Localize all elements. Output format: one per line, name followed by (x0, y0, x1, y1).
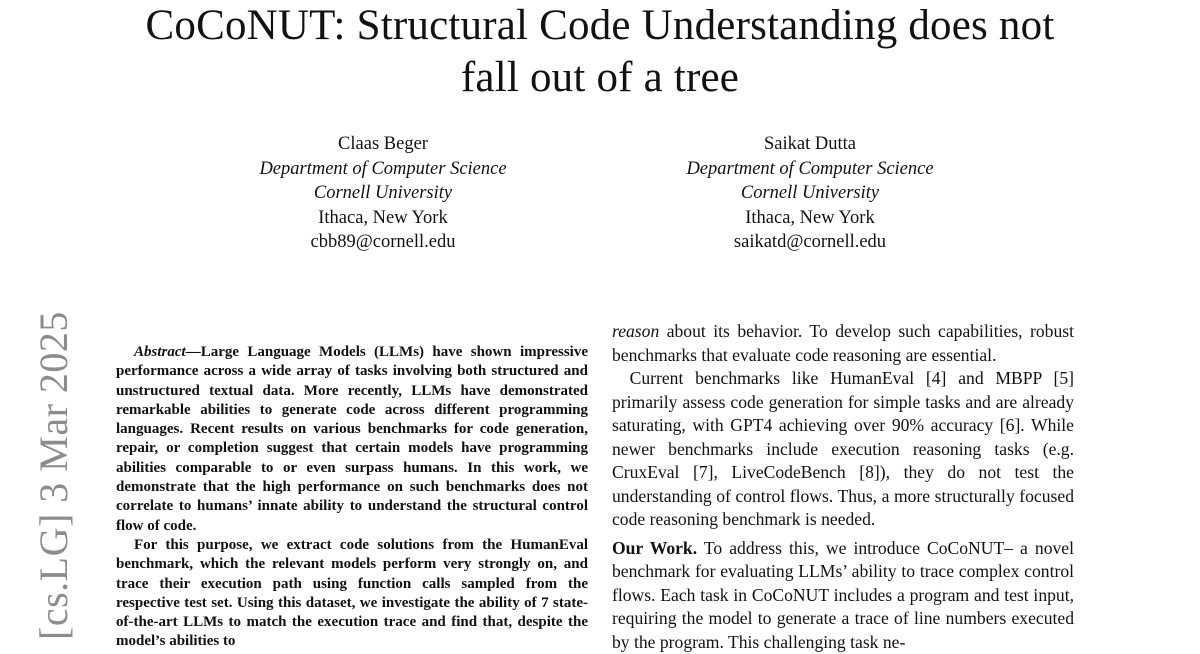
author-name: Saikat Dutta (610, 132, 1010, 157)
intro-paragraph-1 (612, 320, 1074, 367)
author-university: Cornell University (183, 181, 583, 206)
author-email: saikatd@cornell.edu (610, 230, 1010, 255)
abstract-paragraph-2: For this purpose, we extract code solutions from the HumanEval benchmark, which the relevant models perform very strongly on, and trace their execution path using function calls sampled from the respective test set. Using this dataset, we investigate the ability of 7 state-of-the-art LLMs to match the execution trace and find that, despite the model’s abilities to (116, 536, 588, 652)
title-line-2: fall out of a tree (461, 54, 739, 101)
author-block-1 (183, 132, 583, 255)
abstract-column (116, 343, 588, 652)
author-university: Cornell University (610, 181, 1010, 206)
intro-paragraph-3 (612, 537, 1074, 654)
title-line-1: CoCoNUT: Structural Code Understanding does not (146, 2, 1055, 49)
author-block-2 (610, 132, 1010, 255)
author-email: cbb89@cornell.edu (183, 230, 583, 255)
author-department: Department of Computer Science (183, 157, 583, 182)
arxiv-stamp: [cs.LG] 3 Mar 2025 (30, 311, 77, 640)
our-work-heading: Our Work. (612, 538, 697, 558)
author-location: Ithaca, New York (610, 206, 1010, 231)
author-name: Claas Beger (183, 132, 583, 157)
abstract-text-1: Large Language Models (LLMs) have shown impressive performance across a wide array of tasks involving both structured and unstructured textual data. More recently, LLMs have demonstrated remarkable abilities to generate code across different programming languages. Recent results on various benchmarks for code generation, repair, or completion suggest that certain models have programming abilities comparable to or even surpass humans. In this work, we demonstrate that the high performance on such benchmarks does not correlate to humans’ innate ability to understand the structural control flow of code. (116, 344, 588, 534)
author-department: Department of Computer Science (610, 157, 1010, 182)
intro-text-3: To address this, we introduce CoCoNUT– a novel benchmark for evaluating LLMs’ ability to trace complex control flows. Each task in CoCoNUT includes a program and test input, requiring the model to generate a trace of line numbers executed by the program. This challenging task ne- (612, 538, 1074, 652)
intro-text-1: about its behavior. To develop such capabilities, robust benchmarks that evaluate code reasoning are essential. (612, 321, 1074, 365)
paper-title (40, 0, 1160, 104)
abstract-paragraph-1 (116, 343, 588, 536)
abstract-dash: — (186, 344, 201, 360)
author-location: Ithaca, New York (183, 206, 583, 231)
introduction-column (612, 320, 1074, 654)
intro-paragraph-2: Current benchmarks like HumanEval [4] and MBPP [5] primarily assess code generation for simple tasks and are already saturating, with GPT4 achieving over 90% accuracy [6]. While newer benchmarks include execution reasoning tasks (e.g. CruxEval [7], LiveCodeBench [8]), they do not test the understanding of control flows. Thus, a more structurally focused code reasoning benchmark is needed. (612, 367, 1074, 532)
intro-italic-word: reason (612, 321, 659, 341)
abstract-heading: Abstract (134, 344, 186, 360)
